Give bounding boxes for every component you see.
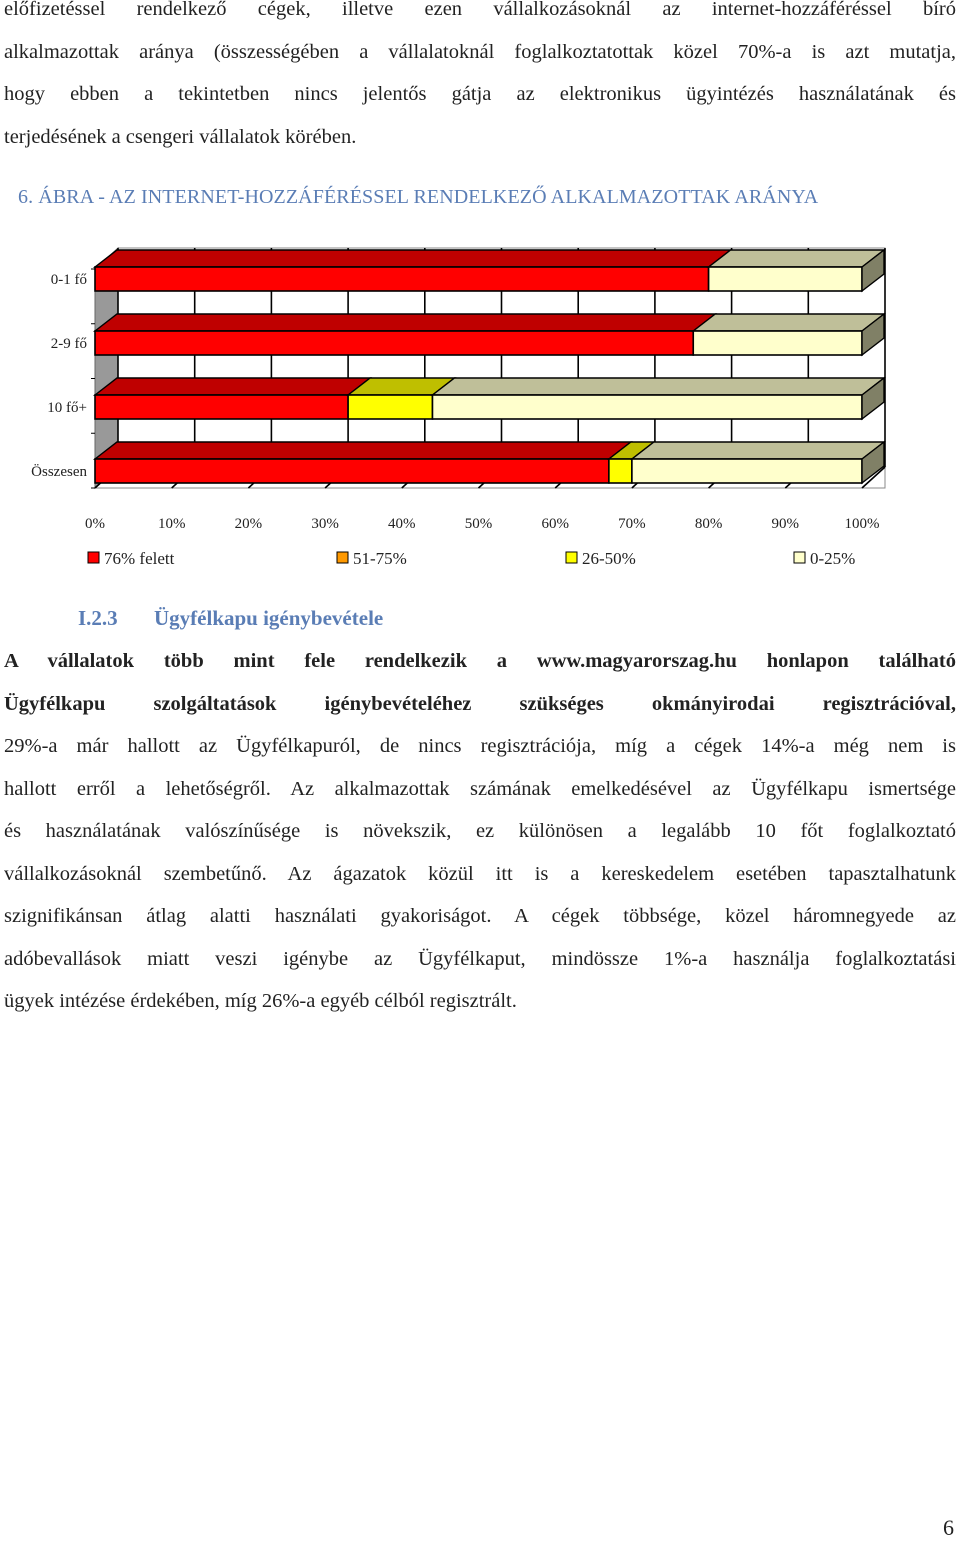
intro-line: terjedésének a csengeri vállalatok körében. [4,125,357,148]
section-number: I.2.3 [78,606,118,630]
body-line: 29%-a már hallott az Ügyfélkapuról, de nincs regisztrációja, míg a cégek 14%-a még nem is [4,735,956,757]
legend-swatch [566,552,577,563]
bar-top [693,314,884,331]
body-line: szignifikánsan átlag alatti használati gyakoriságot. A cégek többsége, közel háromnegyede az [4,905,956,927]
bar-top [632,442,884,459]
legend-label: 76% felett [104,549,175,568]
body-line: hallott erről a lehetőségről. Az alkalmazottak számának emelkedésével az Ügyfélkapu ismertsége [4,777,956,800]
legend-label: 0-25% [810,549,856,568]
body-paragraph [4,640,956,1023]
category-label: 10 fő+ [47,400,87,416]
body-line: A vállalatok több mint fele rendelkezik a www.magyarorszag.hu honlapon található [4,650,956,672]
section-title: Ügyfélkapu igénybevétele [154,606,384,630]
x-tick-label: 20% [234,516,263,532]
bar-top [95,314,715,331]
legend-swatch [88,552,99,563]
body-line: adóbevallások miatt veszi igénybe az Ügyfélkaput, mindössze 1%-a használja foglalkoztatási [4,947,956,970]
x-tick-label: 60% [541,516,569,532]
x-tick-label: 0% [85,516,105,532]
x-tick-label: 30% [311,516,339,532]
category-label: 0-1 fő [50,272,87,288]
bar-segment [348,395,432,419]
bar-segment [95,395,348,419]
x-tick-label: 50% [464,516,493,532]
bar-segment [709,267,862,291]
legend-swatch [337,552,348,563]
bar-segment [632,459,862,483]
x-tick-label: 70% [618,516,646,532]
x-tick-label: 90% [771,516,800,532]
bar-segment [95,267,709,291]
intro-paragraph [4,0,956,158]
body-line: ügyek intézése érdekében, míg 26%-a egyéb célból regisztrált. [4,990,517,1012]
bar-segment [95,459,609,483]
page-number: 6 [943,1515,954,1540]
intro-line: hogy ebben a tekintetben nincs jelentős gátja az elektronikus ügyintézés használatának és [4,83,956,105]
x-tick-label: 10% [157,516,186,532]
x-tick-label: 100% [844,516,880,532]
category-label: 2-9 fő [50,336,87,352]
bar-top [432,378,884,395]
x-tick-label: 80% [694,516,723,532]
bar-segment [95,331,693,355]
intro-line: alkalmazottak aránya (összességében a vállalatoknál foglalkoztatottak közel 70%-a is azt mutatja, [4,40,956,63]
x-tick-label: 40% [388,516,416,532]
figure-caption: 6. ÁBRA - AZ INTERNET-HOZZÁFÉRÉSSEL RENDELKEZŐ ALKALMAZOTTAK ARÁNYA [18,186,819,208]
category-label: Összesen [31,464,87,480]
legend-swatch [794,552,805,563]
bar-top [95,442,631,459]
body-line: és használatának valószínűsége is növekszik, ez különösen a legalább 10 főt foglalkoztató [4,820,956,842]
legend-label: 26-50% [582,549,636,568]
bar-top [95,378,370,395]
legend-label: 51-75% [353,549,407,568]
bar-top [95,250,731,267]
bar-segment [609,459,632,483]
body-line: vállalkozásoknál szembetűnő. Az ágazatok közül itt is a kereskedelem esetében tapasztalhatunk [4,862,956,885]
bar-top [709,250,884,267]
bar-segment [693,331,862,355]
bar-segment [432,395,862,419]
stacked-bar-chart [0,225,960,585]
intro-line: előfizetéssel rendelkező cégek, illetve ezen vállalkozásoknál az internet-hozzáféréssel bíró [4,0,956,20]
body-line: Ügyfélkapu szolgáltatások igénybevételéhez szükséges okmányirodai regisztrációval, [4,692,956,715]
section-heading [78,606,383,631]
